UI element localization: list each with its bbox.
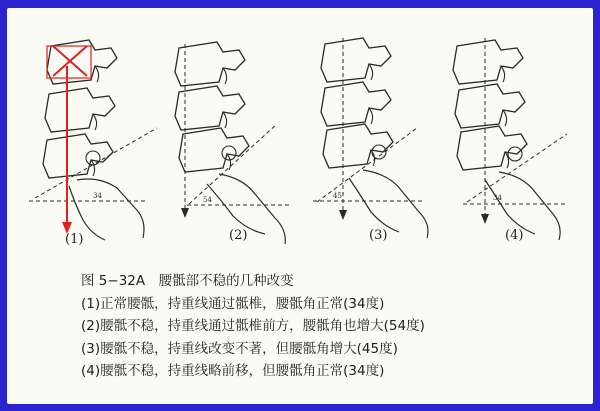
figure-caption: [81, 270, 581, 383]
panel-label-4: (4): [505, 228, 524, 243]
caption-line-1: (1)正常腰骶，持重线通过骶椎，腰骶角正常(34度): [81, 295, 385, 312]
spine-figure-4: [453, 38, 567, 240]
angle-label-4: 34: [493, 194, 502, 202]
figure-panel: [7, 8, 593, 404]
spine-figure-3: [313, 38, 428, 238]
caption-line-4: (4)腰骶不稳，持重线略前移，但腰骶角正常(34度): [81, 363, 385, 379]
panel-label-1: (1): [65, 232, 84, 247]
angle-label-2: 54: [203, 196, 212, 204]
caption-line-2: (2)腰骶不稳，持重线通过骶椎前方，腰骶角也增大(54度): [81, 318, 425, 334]
spine-figure-1: [29, 40, 157, 240]
angle-label-3: 45: [333, 192, 342, 200]
caption-line-3: (3)腰骶不稳，持重线改变不著，但腰骶角增大(45度): [81, 340, 398, 357]
panel-label-2: (2): [229, 228, 248, 243]
panel-label-3: (3): [369, 228, 388, 243]
caption-title: 图 5−32A 腰骶部不稳的几种改变: [81, 273, 294, 289]
spine-figure-2: [175, 42, 289, 244]
angle-label-1: 34: [93, 192, 102, 200]
